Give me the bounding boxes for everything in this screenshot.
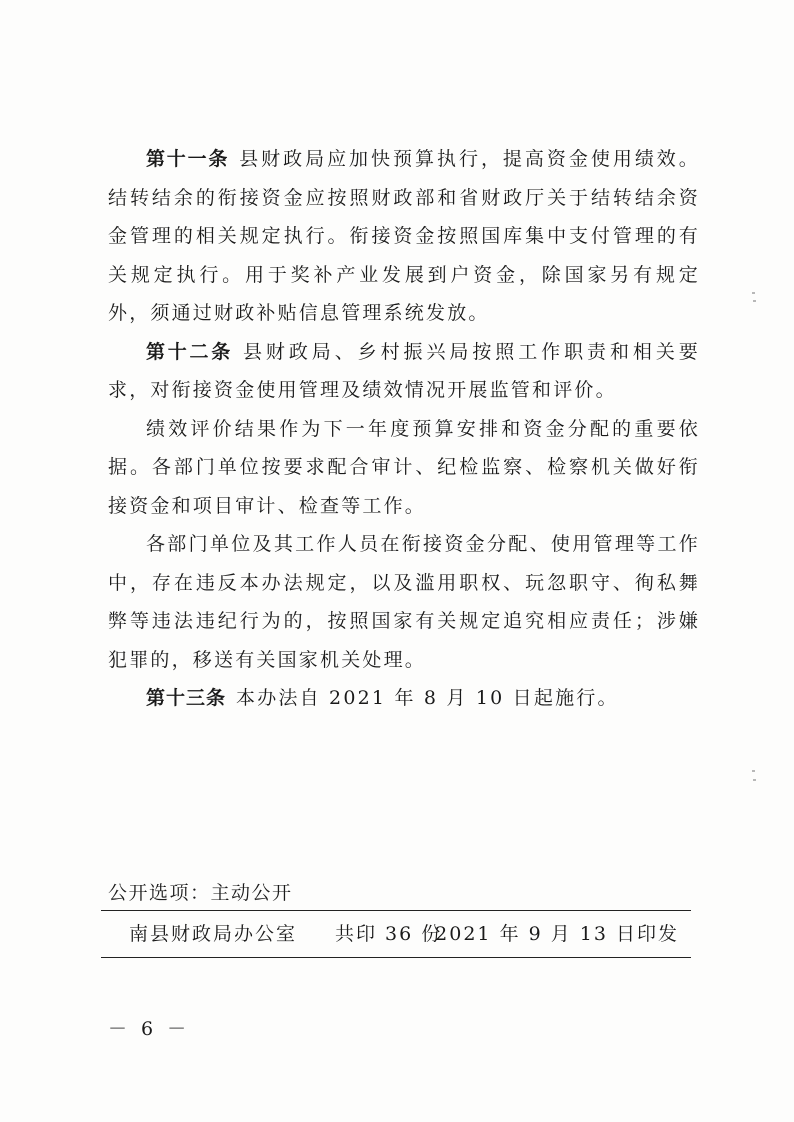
paragraph-liability: 各部门单位及其工作人员在衔接资金分配、使用管理等工作中，存在违反本办法规定，以及滥用职权、玩忽职守、徇私舞弊等违法违纪行为的，按照国家有关规定追究相应责任；涉嫌犯罪的，移送有关国家机关处理。 [108,533,700,671]
document-body [108,140,700,718]
article-13-text: 本办法自 2021 年 8 月 10 日起施行。 [236,687,619,709]
issuing-office: 南县财政局办公室 [129,923,298,945]
scan-artifact [752,770,755,772]
scan-artifact [753,779,756,781]
scan-artifact [752,292,755,294]
article-11-number: 第十一条 [146,148,230,170]
imprint-line [101,915,691,953]
article-11-text: 县财政局应加快预算执行，提高资金使用绩效。结转结余的衔接资金应按照财政部和省财政厅关于结转结余资金管理的相关规定执行。衔接资金按照国库集中支付管理的有关规定执行。用于奖补产业发展到户资金，除国家另有规定外，须通过财政补贴信息管理系统发放。 [108,148,700,324]
scan-artifact [753,300,756,302]
article-11 [108,140,700,333]
article-12 [108,333,700,410]
article-13-number: 第十三条 [146,687,227,709]
footer-rule-top [101,910,691,911]
footer-rule-bottom [101,957,691,958]
paragraph-performance-evaluation: 绩效评价结果作为下一年度预算安排和资金分配的重要依据。各部门单位按要求配合审计、纪检监察、检察机关做好衔接资金和项目审计、检查等工作。 [108,417,700,517]
article-12-text: 县财政局、乡村振兴局按照工作职责和相关要求，对衔接资金使用管理及绩效情况开展监管和评价。 [108,340,700,401]
article-13 [108,679,700,718]
page-number: － 6 － [108,1018,191,1040]
article-12-number: 第十二条 [146,340,233,363]
disclosure-option: 公开选项：主动公开 [108,882,293,904]
print-copies: 共印 36 份 [335,923,443,945]
issue-date: 2021 年 9 月 13 日印发 [435,923,679,945]
